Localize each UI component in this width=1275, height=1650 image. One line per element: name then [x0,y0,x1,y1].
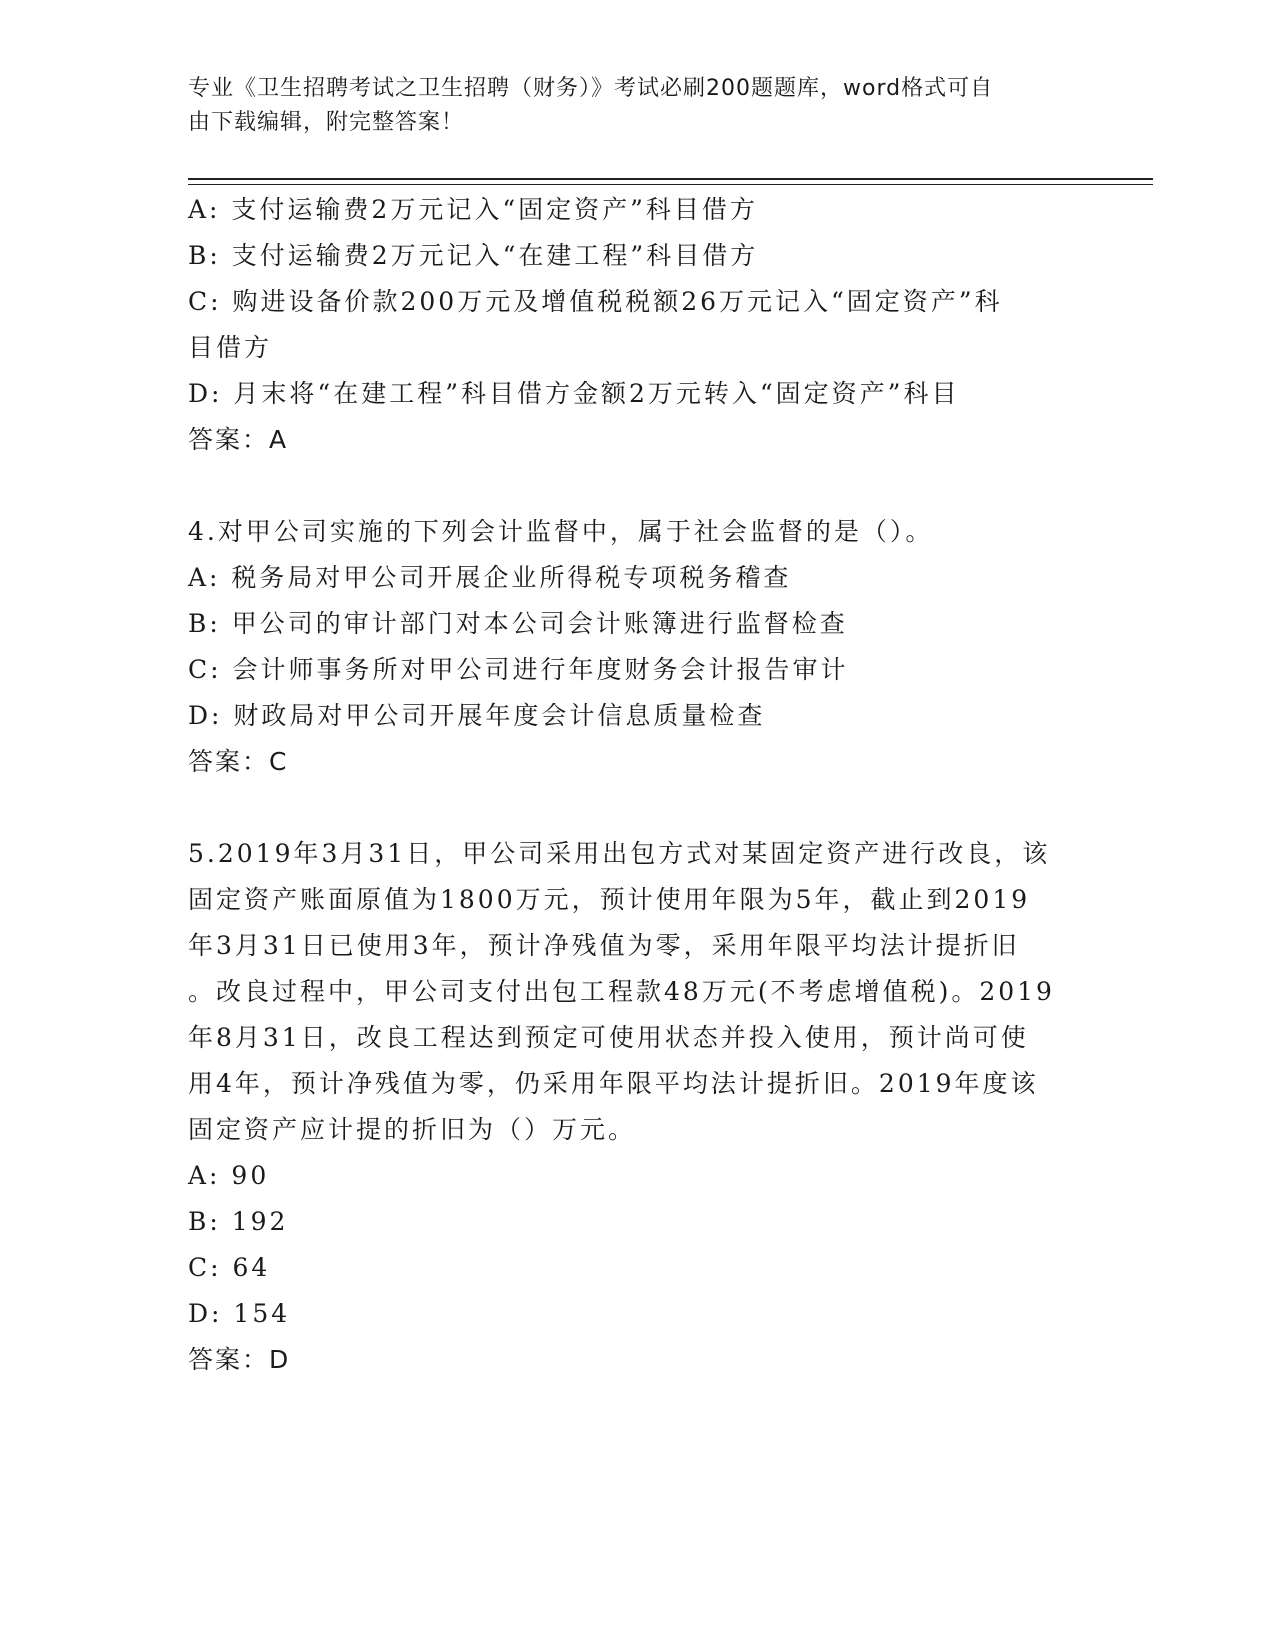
q4-question: 4.对甲公司实施的下列会计监督中，属于社会监督的是（）。 [188,517,934,546]
document-header [188,72,1088,140]
question-5-block [188,831,1088,1383]
q3-option-d: D: 月末将“在建工程”科目借方金额2万元转入“固定资产”科目 [188,379,960,408]
question-3-block [188,187,1088,463]
q3-option-a: A: 支付运输费2万元记入“固定资产”科目借方 [188,195,758,224]
header-divider-thick [188,178,1153,180]
q5-question-line-4: 。改良过程中，甲公司支付出包工程款48万元(不考虑增值税)。2019 [188,977,1055,1006]
header-divider-thin [188,184,1153,185]
q5-option-b: B: 192 [188,1207,289,1236]
q5-answer: 答案：D [188,1345,291,1374]
document-body [188,187,1088,1383]
q4-answer: 答案：C [188,747,289,776]
q3-option-c-line-2: 目借方 [188,333,273,362]
q3-answer: 答案：A [188,425,289,454]
spacer [188,463,1088,509]
q5-question-line-5: 年8月31日，改良工程达到预定可使用状态并投入使用，预计尚可使 [188,1023,1029,1052]
q5-question-line-1: 5.2019年3月31日，甲公司采用出包方式对某固定资产进行改良，该 [188,839,1051,868]
header-line-1: 专业《卫生招聘考试之卫生招聘（财务）》考试必刷200题题库，word格式可自 [188,76,994,101]
q5-option-d: D: 154 [188,1299,291,1328]
q4-option-b: B: 甲公司的审计部门对本公司会计账簿进行监督检查 [188,609,848,638]
q3-option-b: B: 支付运输费2万元记入“在建工程”科目借方 [188,241,759,270]
q5-question-line-6: 用4年，预计净残值为零，仍采用年限平均法计提折旧。2019年度该 [188,1069,1039,1098]
q5-question-line-3: 年3月31日已使用3年，预计净残值为零，采用年限平均法计提折旧 [188,931,1020,960]
q5-option-c: C: 64 [188,1253,271,1282]
question-4-block [188,509,1088,785]
q4-option-a: A: 税务局对甲公司开展企业所得税专项税务稽查 [188,563,792,592]
q3-option-c-line-1: C: 购进设备价款200万元及增值税税额26万元记入“固定资产”科 [188,287,1003,316]
q5-question-line-2: 固定资产账面原值为1800万元，预计使用年限为5年，截止到2019 [188,885,1031,914]
q4-option-c: C: 会计师事务所对甲公司进行年度财务会计报告审计 [188,655,849,684]
q5-question-line-7: 固定资产应计提的折旧为（）万元。 [188,1115,637,1144]
spacer [188,785,1088,831]
q4-option-d: D: 财政局对甲公司开展年度会计信息质量检查 [188,701,766,730]
header-line-2: 由下载编辑，附完整答案！ [188,110,465,135]
q5-option-a: A: 90 [188,1161,270,1190]
